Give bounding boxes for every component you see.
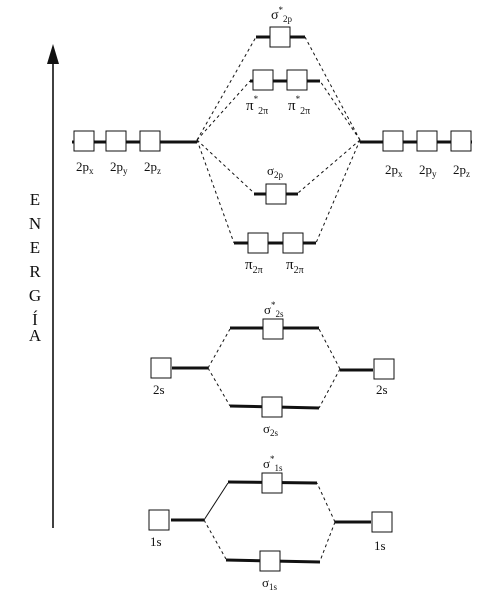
label-pi-star-2p-b: $\pi^*_{2\pi}$ [288,94,311,117]
atomic-orbital-1s-right [335,512,392,553]
mo-sigma-star-2p [256,5,305,47]
mo-sigma-star-2s [230,300,319,339]
label-2s-left: 2s [153,382,165,397]
label-sigma-1s: $\sigma_{1s}$ [262,575,278,592]
orbital-box [451,131,471,151]
level-2p [72,5,472,276]
label-2py-right: $2p_y$ [419,162,437,179]
atomic-orbitals-2p-left [72,131,197,176]
atomic-orbital-2s-right [340,359,394,397]
level-1s [149,454,392,592]
orbital-box [149,510,169,530]
energy-letter: Í [32,310,38,329]
mo-sigma-star-1s [228,454,317,493]
energy-axis-arrowhead [47,44,59,64]
atomic-orbitals-2p-right [360,131,472,179]
orbital-box [140,131,160,151]
correlation-lines-2s [208,329,340,408]
orbital-box [74,131,94,151]
label-pi-2p-a: $\pi_{2\pi}$ [245,257,263,276]
label-sigma-2s: $\sigma_{2s}$ [263,421,279,438]
orbital-box [260,551,280,571]
orbital-box [262,397,282,417]
label-pi-2p-b: $\pi_{2\pi}$ [286,257,304,276]
orbital-box [266,184,286,204]
orbital-box [287,70,307,90]
orbital-box [270,27,290,47]
label-sigma-star-2s: $\sigma^*_{2s}$ [264,300,284,319]
atomic-orbital-2s-left [151,358,208,397]
label-2pz-left: $2p_z$ [144,159,161,176]
orbital-box [383,131,403,151]
atomic-orbital-1s-left [149,510,204,549]
orbital-box [372,512,392,532]
mo-pi-2p [234,233,316,276]
label-sigma-2p: $\sigma_{2p}$ [267,163,284,180]
energy-letter: E [29,238,41,257]
level-2s [151,300,394,438]
label-1s-left: 1s [150,534,162,549]
orbital-box [283,233,303,253]
mo-sigma-1s [226,551,320,592]
label-1s-right: 1s [374,538,386,553]
mo-sigma-2s [230,397,319,438]
energy-letter: R [29,262,41,281]
orbital-box [263,319,283,339]
label-2px-right: $2p_x$ [385,162,403,179]
orbital-box [253,70,273,90]
correlation-lines-2p [197,37,360,243]
label-sigma-star-2p: $\sigma^*_{2p}$ [271,5,293,24]
energy-letter: N [28,214,42,233]
energy-axis-label [29,190,42,345]
energy-letter: E [29,190,41,209]
orbital-box [106,131,126,151]
orbital-box [417,131,437,151]
mo-pi-star-2p [246,70,320,117]
orbital-box [151,358,171,378]
orbital-box [262,473,282,493]
label-2py-left: $2p_y$ [110,159,128,176]
orbital-box [374,359,394,379]
label-pi-star-2p-a: $\pi^*_{2\pi}$ [246,94,269,117]
label-2px-left: $2p_x$ [76,159,94,176]
energy-letter: G [28,286,42,305]
orbital-box [248,233,268,253]
correlation-lines-1s [204,483,335,561]
label-2pz-right: $2p_z$ [453,162,470,179]
label-sigma-star-1s: $\sigma^*_{1s}$ [263,454,283,473]
label-2s-right: 2s [376,382,388,397]
energy-letter: A [28,326,42,345]
mo-sigma-2p [254,163,298,204]
